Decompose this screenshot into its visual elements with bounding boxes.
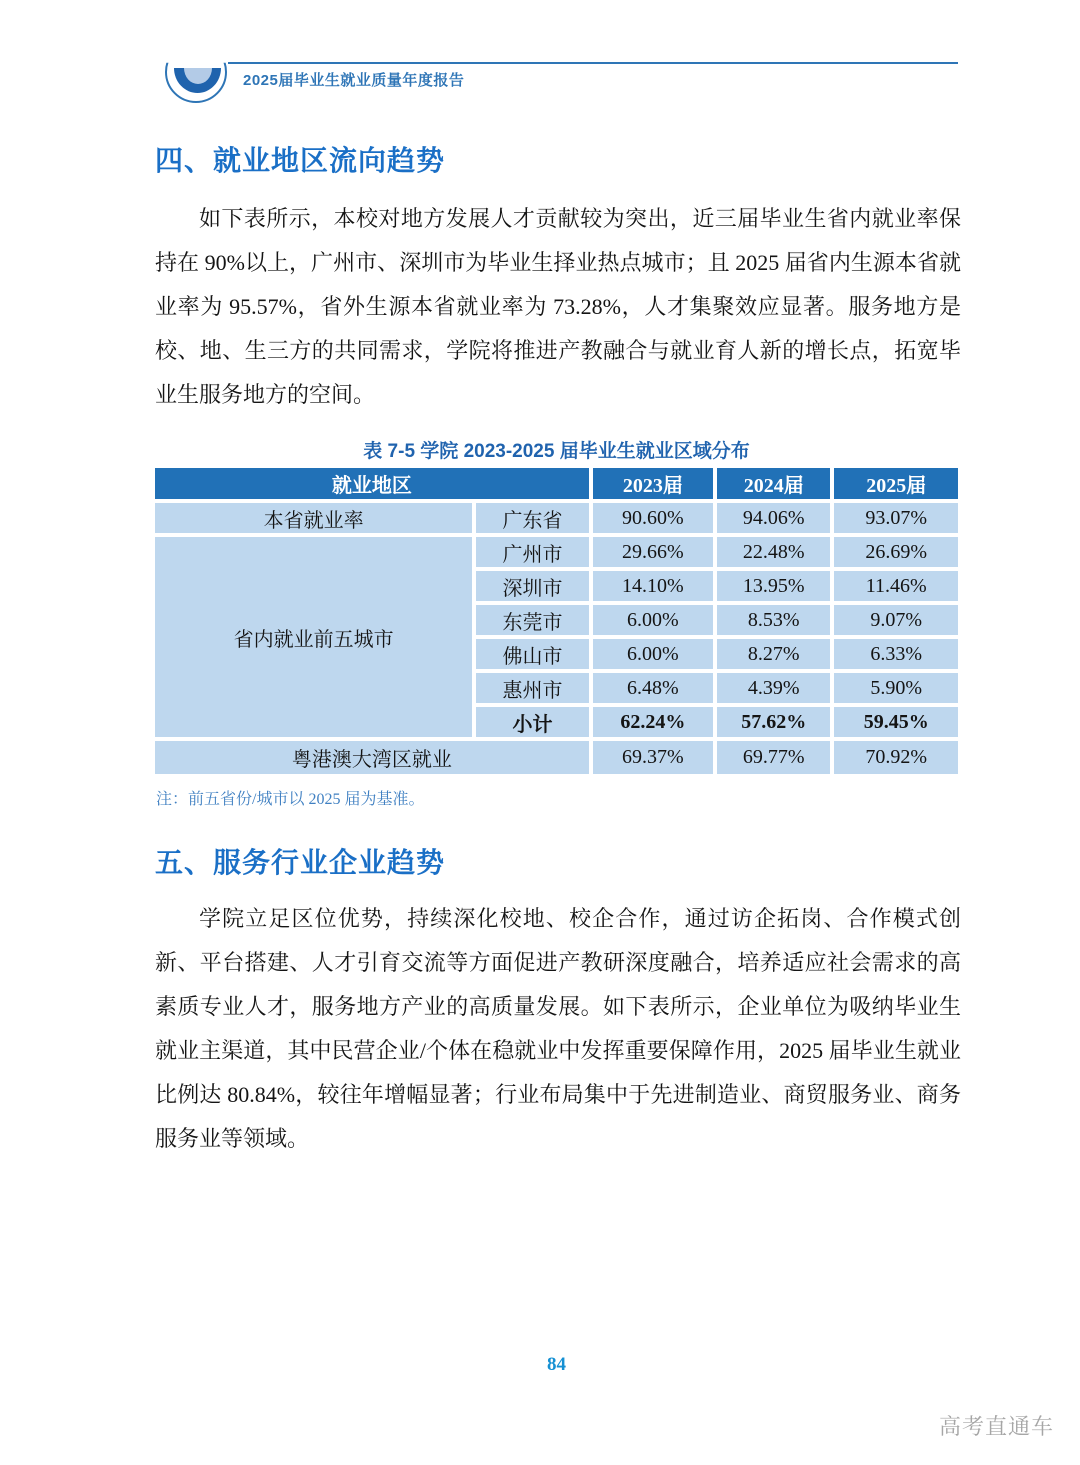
- employment-region-table: [153, 466, 960, 776]
- table-row-city: [153, 535, 960, 569]
- cell-city: 东莞市: [474, 603, 590, 637]
- cell-value: 62.24%: [591, 705, 715, 739]
- header-cell-region: 就业地区: [153, 466, 591, 501]
- cell-group-label: 省内就业前五城市: [153, 535, 474, 739]
- cell-value: 93.07%: [832, 501, 960, 535]
- section-five-paragraph: 学院立足区位优势，持续深化校地、校企合作，通过访企拓岗、合作模式创新、平台搭建、人才引育交流等方面促进产教研深度融合，培养适应社会需求的高素质专业人才，服务地方产业的高质量发展。如下表所示，企业单位为吸纳毕业生就业主渠道，其中民营企业/个体在稳就业中发挥重要保障作用，2025 届毕业生就业比例达 80.84%，较往年增幅显著；行业布局集中于先进制造业、商贸服务业、商务服务业等领域。: [155, 906, 961, 1151]
- watermark: 高考直通车: [938, 1414, 1054, 1439]
- cell-value: 94.06%: [715, 501, 832, 535]
- cell-value: 69.37%: [591, 739, 715, 776]
- section-four-heading: 四、就业地区流向趋势: [155, 145, 446, 176]
- cell-value: 5.90%: [832, 671, 960, 705]
- report-header-title: 2025届毕业生就业质量年度报告: [243, 72, 465, 89]
- cell-value: 59.45%: [832, 705, 960, 739]
- cell-province-label: 本省就业率: [153, 501, 474, 535]
- table-row-gba: [153, 739, 960, 776]
- cell-city: 惠州市: [474, 671, 590, 705]
- cell-value: 90.60%: [591, 501, 715, 535]
- cell-value: 6.33%: [832, 637, 960, 671]
- header-cell-2023: 2023届: [591, 466, 715, 501]
- table-note: 注：前五省份/城市以 2025 届为基准。: [156, 791, 425, 808]
- cell-value: 6.48%: [591, 671, 715, 705]
- cell-value: 57.62%: [715, 705, 832, 739]
- cell-city: 佛山市: [474, 637, 590, 671]
- cell-value: 6.00%: [591, 637, 715, 671]
- cell-city: 广州市: [474, 535, 590, 569]
- table-row-province: [153, 501, 960, 535]
- table-title: 表 7-5 学院 2023-2025 届毕业生就业区域分布: [363, 441, 750, 462]
- section-five-heading: 五、服务行业企业趋势: [155, 847, 446, 878]
- cell-city: 深圳市: [474, 569, 590, 603]
- page-number: 84: [547, 1354, 566, 1375]
- school-crest-bowl-icon: [165, 60, 229, 108]
- section-four-paragraph: 如下表所示，本校对地方发展人才贡献较为突出，近三届毕业生省内就业率保持在 90%以上，广州市、深圳市为毕业生择业热点城市；且 2025 届省内生源本省就业率为 95.57%，省外生源本省就业率为 73.28%，人才集聚效应显著。服务地方是校、地、生三方的共同需求，学院将推进产教融合与就业育人新的增长点，拓宽毕业生服务地方的空间。: [155, 206, 961, 407]
- cell-value: 13.95%: [715, 569, 832, 603]
- table-header-row: [153, 466, 960, 501]
- cell-subtotal-label: 小计: [474, 705, 590, 739]
- cell-value: 9.07%: [832, 603, 960, 637]
- cell-province-place: 广东省: [474, 501, 590, 535]
- cell-value: 29.66%: [591, 535, 715, 569]
- cell-value: 69.77%: [715, 739, 832, 776]
- cell-value: 22.48%: [715, 535, 832, 569]
- header-divider-line: [228, 62, 958, 64]
- cell-value: 26.69%: [832, 535, 960, 569]
- cell-value: 11.46%: [832, 569, 960, 603]
- header-cell-2024: 2024届: [715, 466, 832, 501]
- cell-value: 8.27%: [715, 637, 832, 671]
- cell-value: 8.53%: [715, 603, 832, 637]
- cell-gba-label: 粤港澳大湾区就业: [153, 739, 591, 776]
- cell-value: 14.10%: [591, 569, 715, 603]
- cell-value: 6.00%: [591, 603, 715, 637]
- cell-value: 4.39%: [715, 671, 832, 705]
- cell-value: 70.92%: [832, 739, 960, 776]
- header-cell-2025: 2025届: [832, 466, 960, 501]
